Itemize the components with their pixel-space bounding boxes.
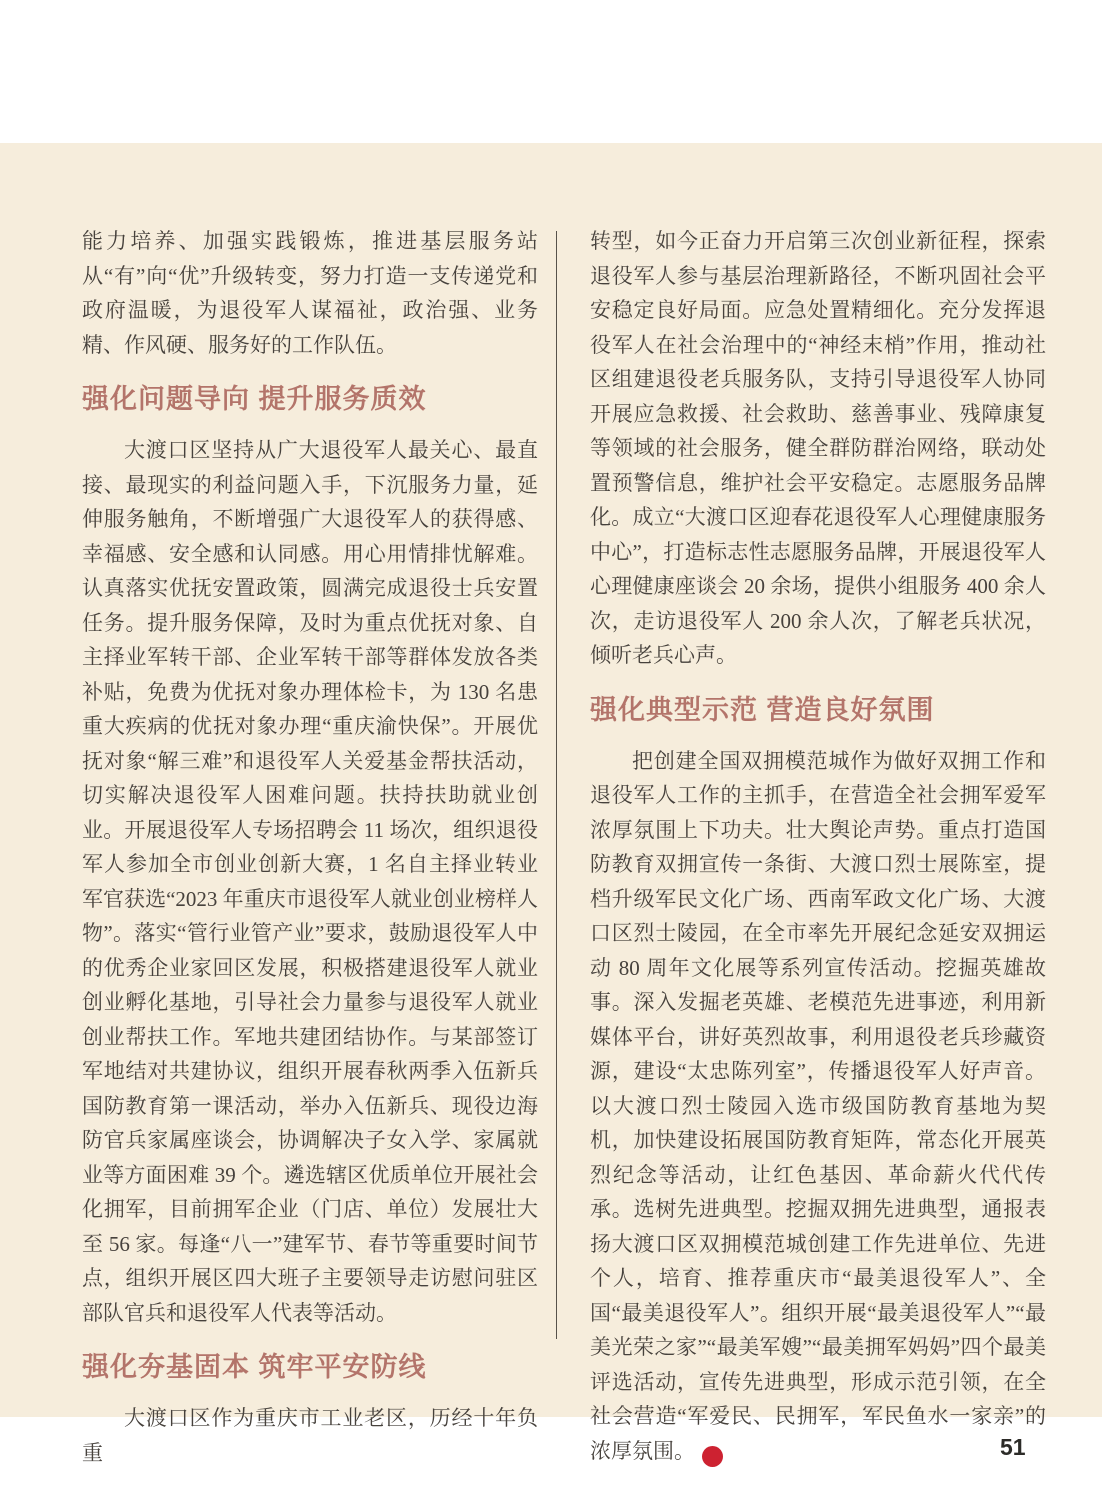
section-heading-safety-line: 强化夯基固本 筑牢平安防线 (82, 1352, 427, 1382)
section-heading-service-quality: 强化问题导向 提升服务质效 (82, 384, 427, 414)
page-number: 51 (1000, 1434, 1026, 1460)
section-paragraph-safety-line-start: 大渡口区作为重庆市工业老区，历经十年负重 (82, 1406, 538, 1465)
section-paragraph-role-models-text: 把创建全国双拥模范城作为做好双拥工作和退役军人工作的主抓手，在营造全社会拥军爱军浓厚氛围上下功夫。壮大舆论声势。重点打造国防教育双拥宣传一条街、大渡口烈士展陈室，提档升级军民文化广场、西南军政文化广场、大渡口区烈士陵园，在全市率先开展纪念延安双拥运动 80 周年文化展等系列宣传活动。挖掘英雄故事。深入发掘老英雄、老模范先进事迹，利用新媒体平台，讲好英烈故事，利用退役老兵珍藏资源，建设“太忠陈列室”，传播退役军人好声音。以大渡口烈士陵园入选市级国防教育基地为契机，加快建设拓展国防教育矩阵，常态化开展英烈纪念等活动，让红色基因、革命薪火代代传承。选树先进典型。挖掘双拥先进典型，通报表扬大渡口区双拥模范城创建工作先进单位、先进个人，培育、推荐重庆市“最美退役军人”、全国“最美退役军人”。组织开展“最美退役军人”“最美光荣之家”“最美军嫂”“最美拥军妈妈”四个最美评选活动，宣传先进典型，形成示范引领，在全社会营造“军爱民、民拥军，军民鱼水一家亲”的浓厚氛围。 (590, 748, 1046, 1463)
section-heading-role-models: 强化典型示范 营造良好氛围 (590, 694, 935, 725)
section-paragraph-service-quality: 大渡口区坚持从广大退役军人最关心、最直接、最现实的利益问题入手，下沉服务力量，延伸服务触角，不断增强广大退役军人的获得感、幸福感、安全感和认同感。用心用情排忧解难。认真落实优抚安置政策，圆满完成退役士兵安置任务。提升服务保障，及时为重点优抚对象、自主择业军转干部、企业军转干部等群体发放各类补贴，免费为优抚对象办理体检卡，为 130 名患重大疾病的优抚对象办理“重庆渝快保”。开展优抚对象“解三难”和退役军人关爱基金帮扶活动，切实解决退役军人困难问题。扶持扶助就业创业。开展退役军人专场招聘会 11 场次，组织退役军人参加全市创业创新大赛，1 名自主择业转业军官获选“2023 年重庆市退役军人就业创业榜样人物”。落实“管行业管产业”要求，鼓励退役军人中的优秀企业家回区发展，积极搭建退役军人就业创业孵化基地，引导社会力量参与退役军人就业创业帮扶工作。军地共建团结协作。与某部签订军地结对共建协议，组织开展春秋两季入伍新兵国防教育第一课活动，举办入伍新兵、现役边海防官兵家属座谈会，协调解决子女入学、家属就业等方面困难 39 个。遴选辖区优质单位开展社会化拥军，目前拥军企业（门店、单位）发展壮大至 56 家。每逢“八一”建军节、春节等重要时间节点，组织开展区四大班子主要领导走访慰问驻区部队官兵和退役军人代表等活动。 (82, 438, 538, 1325)
intro-paragraph: 能力培养、加强实践锻炼，推进基层服务站从“有”向“优”升级转变，努力打造一支传递党和政府温暖，为退役军人谋福祉，政治强、业务精、作风硬、服务好的工作队伍。 (82, 229, 538, 357)
article-left-column (82, 224, 538, 1470)
article-end-mark-icon: N (702, 1446, 723, 1467)
continuation-paragraph: 转型，如今正奋力开启第三次创业新征程，探索退役军人参与基层治理新路径，不断巩固社会平安稳定良好局面。应急处置精细化。充分发挥退役军人在社会治理中的“神经末梢”作用，推动社区组建退役老兵服务队，支持引导退役军人协同开展应急救援、社会救助、慈善事业、残障康复等领域的社会服务，健全群防群治网络，联动处置预警信息，维护社会平安稳定。志愿服务品牌化。成立“大渡口区迎春花退役军人心理健康服务中心”，打造标志性志愿服务品牌，开展退役军人心理健康座谈会 20 余场，提供小组服务 400 余人次，走访退役军人 200 余人次，了解老兵状况，倾听老兵心声。 (590, 229, 1046, 667)
article-right-column (590, 224, 1046, 1468)
column-divider-rule (556, 231, 557, 1339)
section-paragraph-role-models (590, 744, 1046, 1469)
